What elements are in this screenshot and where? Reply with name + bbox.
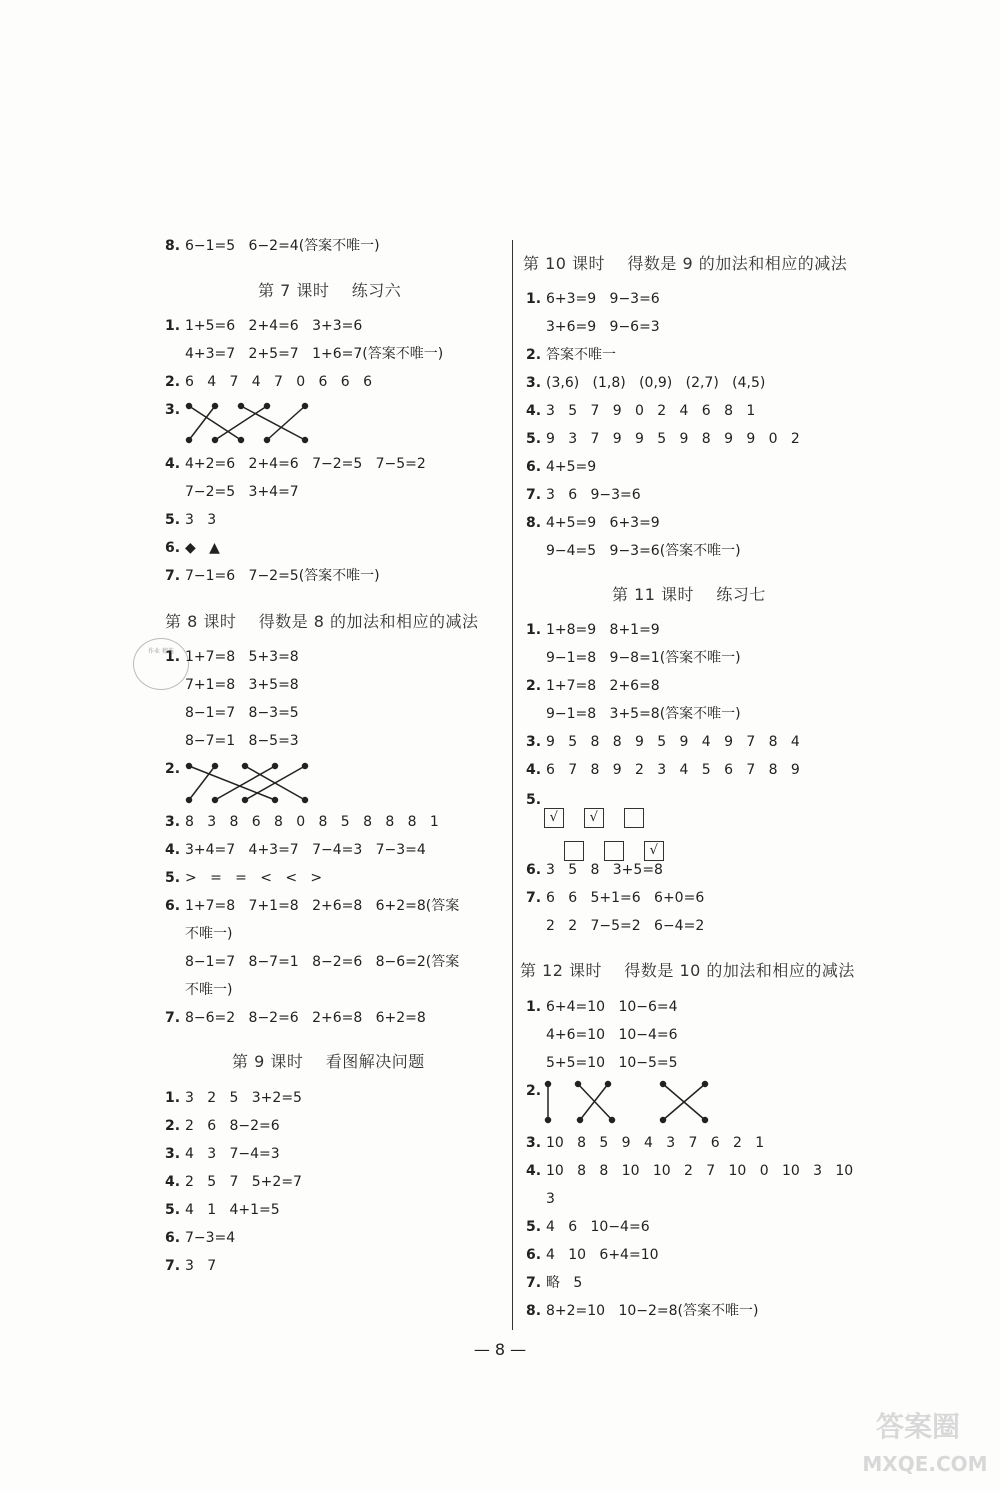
lesson-11-heading: 第 11 课时 练习七 xyxy=(612,585,766,604)
answer-line: 5. 4 6 10−4=6 xyxy=(526,1219,650,1235)
lesson-7-heading: 第 7 课时 练习六 xyxy=(258,281,402,300)
answer-line: 1. 1+8=9 8+1=9 xyxy=(526,622,660,638)
answer-line: 不唯一) xyxy=(185,926,233,942)
answer-line: 5. > = = < < > xyxy=(165,870,323,886)
checkbox-checked: √ xyxy=(584,808,604,828)
answer-line: 2. 6 4 7 4 7 0 6 6 6 xyxy=(165,374,372,390)
answer-line: 3+6=9 9−6=3 xyxy=(546,319,660,335)
answer-line: 3. 8 3 8 6 8 0 8 5 8 8 8 1 xyxy=(165,814,439,830)
answer-line: 7. 6 6 5+1=6 6+0=6 xyxy=(526,890,705,906)
page-number: — 8 — xyxy=(473,1340,527,1359)
checkbox-empty xyxy=(564,841,584,861)
answer-line: 8−1=7 8−3=5 xyxy=(185,705,299,721)
answer-line: 6. ◆ ▲ xyxy=(165,540,220,556)
answer-line: 3. 10 8 5 9 4 3 7 6 2 1 xyxy=(526,1135,765,1151)
answer-line: 9−1=8 3+5=8(答案不唯一) xyxy=(546,706,741,722)
answer-line: 6. 3 5 8 3+5=8 xyxy=(526,862,663,878)
answer-line: 3. xyxy=(165,402,181,418)
answer-line: 6. 1+7=8 7+1=8 2+6=8 6+2=8(答案 xyxy=(165,898,460,914)
answer-line: 6. 4+5=9 xyxy=(526,459,597,475)
answer-line: 2. xyxy=(165,761,181,777)
matching-diagram-7 xyxy=(185,400,315,445)
column-divider xyxy=(512,240,513,1330)
answer-line: 3 xyxy=(546,1191,555,1207)
answer-line: 5. 4 1 4+1=5 xyxy=(165,1202,280,1218)
lesson-12-heading: 第 12 课时 得数是 10 的加法和相应的减法 xyxy=(520,961,855,980)
answer-line: 9−1=8 9−8=1(答案不唯一) xyxy=(546,650,741,666)
matching-diagram-12 xyxy=(545,1080,715,1125)
answer-line: 2. xyxy=(526,1083,542,1099)
answer-line: 8−7=1 8−5=3 xyxy=(185,733,299,749)
answer-line: 2. 答案不唯一 xyxy=(526,347,616,363)
answer-line: 6. 4 10 6+4=10 xyxy=(526,1247,659,1263)
answer-line: 1. 6+3=9 9−3=6 xyxy=(526,291,660,307)
checkbox-checked: √ xyxy=(644,841,664,861)
stamp-seal: 作业 精选 xyxy=(133,638,189,690)
matching-diagram-8 xyxy=(185,760,315,805)
answer-line: 3. (3,6) (1,8) (0,9) (2,7) (4,5) xyxy=(526,375,766,391)
answer-line: 5. 9 3 7 9 9 5 9 8 9 9 0 2 xyxy=(526,431,800,447)
answer-line: 不唯一) xyxy=(185,982,233,998)
answer-line: 5. √ √ xyxy=(526,792,664,844)
lesson-9-heading: 第 9 课时 看图解决问题 xyxy=(232,1052,425,1071)
answer-line: 8. 4+5=9 6+3=9 xyxy=(526,515,660,531)
answer-line: 7+1=8 3+5=8 xyxy=(185,677,299,693)
answer-line: 2. 2 6 8−2=6 xyxy=(165,1118,280,1134)
answer-line: 4. 3+4=7 4+3=7 7−4=3 7−3=4 xyxy=(165,842,426,858)
answer-line: 7−2=5 3+4=7 xyxy=(185,484,299,500)
answer-line: 1. 1+7=8 5+3=8 xyxy=(165,649,299,665)
answer-line: 8−1=7 8−7=1 8−2=6 8−6=2(答案 xyxy=(185,954,460,970)
answer-line: 7. 7−1=6 7−2=5(答案不唯一) xyxy=(165,568,380,584)
checkbox-empty xyxy=(604,841,624,861)
answer-line: 7. 8−6=2 8−2=6 2+6=8 6+2=8 xyxy=(165,1010,426,1026)
answer-line: 1. 3 2 5 3+2=5 xyxy=(165,1090,302,1106)
answer-line: 4. 10 8 8 10 10 2 7 10 0 10 3 10 xyxy=(526,1163,854,1179)
answer-line: 4+3=7 2+5=7 1+6=7(答案不唯一) xyxy=(185,346,444,362)
answer-line: 3. 9 5 8 8 9 5 9 4 9 7 8 4 xyxy=(526,734,800,750)
answer-line: 2. 1+7=8 2+6=8 xyxy=(526,678,660,694)
checkbox-checked: √ xyxy=(544,808,564,828)
answer-line: 5+5=10 10−5=5 xyxy=(546,1055,678,1071)
answer-line: 9−4=5 9−3=6(答案不唯一) xyxy=(546,543,741,559)
answer-line: 3. 4 3 7−4=3 xyxy=(165,1146,280,1162)
answer-line: 4. 6 7 8 9 2 3 4 5 6 7 8 9 xyxy=(526,762,800,778)
answer-line: 7. 3 7 xyxy=(165,1258,217,1274)
answer-line: 5. 3 3 xyxy=(165,512,217,528)
answer-line: 4. 2 5 7 5+2=7 xyxy=(165,1174,302,1190)
answer-line: 4+6=10 10−4=6 xyxy=(546,1027,678,1043)
answer-line: 7. 略 5 xyxy=(526,1275,583,1291)
lesson-8-heading: 第 8 课时 得数是 8 的加法和相应的减法 xyxy=(165,612,479,631)
answer-line: 7. 3 6 9−3=6 xyxy=(526,487,641,503)
watermark-logo: 答案圈 xyxy=(875,1410,960,1443)
answer-line: 8. 6−1=5 6−2=4(答案不唯一) xyxy=(165,238,380,254)
answer-line: 8. 8+2=10 10−2=8(答案不唯一) xyxy=(526,1303,759,1319)
watermark-url: MXQE.COM xyxy=(862,1452,988,1476)
answer-line: 6. 7−3=4 xyxy=(165,1230,236,1246)
answer-line: 4. 3 5 7 9 0 2 4 6 8 1 xyxy=(526,403,756,419)
answer-line: 4. 4+2=6 2+4=6 7−2=5 7−5=2 xyxy=(165,456,426,472)
lesson-10-heading: 第 10 课时 得数是 9 的加法和相应的减法 xyxy=(523,254,848,273)
answer-line: 1. 6+4=10 10−6=4 xyxy=(526,999,678,1015)
answer-line: 2 2 7−5=2 6−4=2 xyxy=(546,918,705,934)
answer-line: 1. 1+5=6 2+4=6 3+3=6 xyxy=(165,318,363,334)
